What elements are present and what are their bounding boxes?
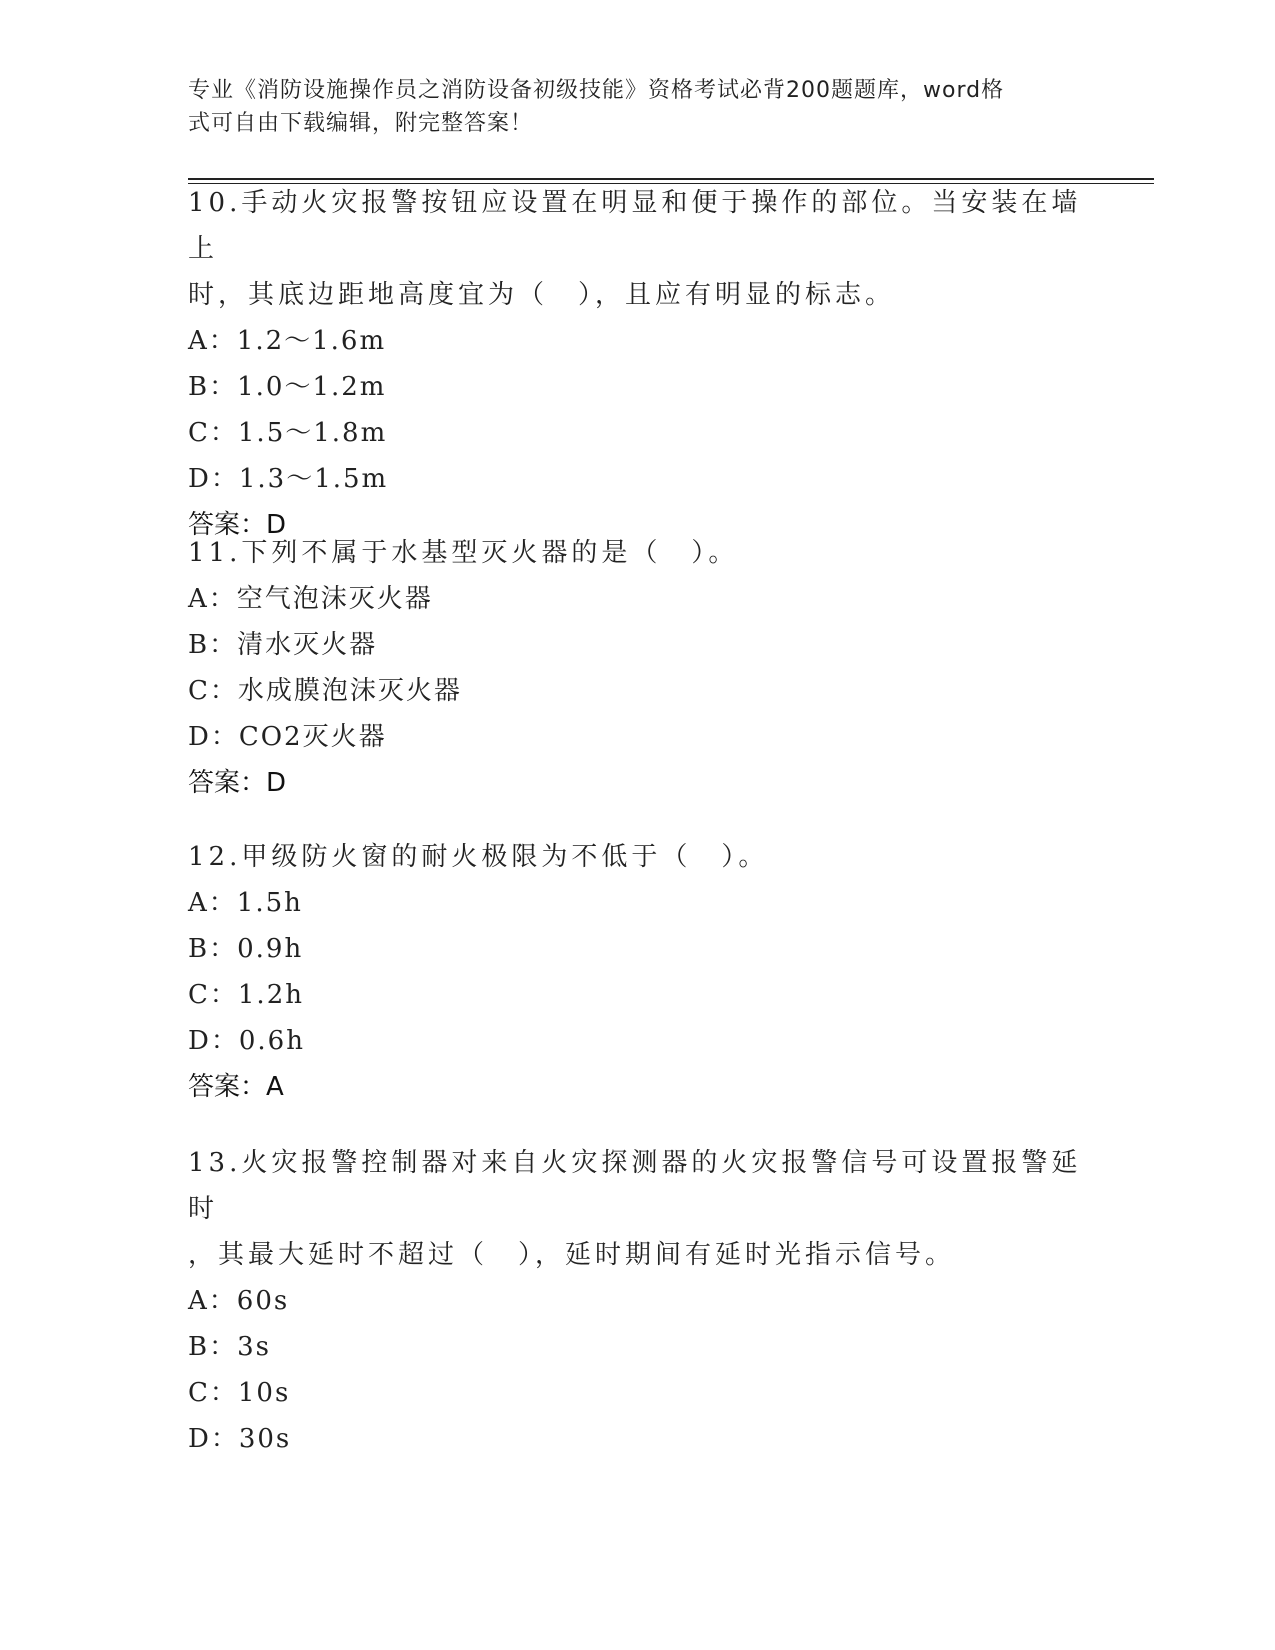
option-c: C：10s xyxy=(188,1378,291,1408)
question-12 xyxy=(188,834,1088,1110)
option-a: A：1.5h xyxy=(188,888,303,918)
option-d: D：30s xyxy=(188,1424,292,1454)
option-c: C：水成膜泡沫灭火器 xyxy=(188,676,462,706)
document-header xyxy=(188,74,1068,140)
option-a: A：60s xyxy=(188,1286,290,1316)
question-11 xyxy=(188,530,1088,806)
option-a: A：1.2～1.6m xyxy=(188,326,387,356)
option-b: B：1.0～1.2m xyxy=(188,372,387,402)
option-d: D：1.3～1.5m xyxy=(188,464,389,494)
option-c: C：1.2h xyxy=(188,980,304,1010)
option-d: D：0.6h xyxy=(188,1026,305,1056)
option-b: B：清水灭火器 xyxy=(188,630,378,660)
question-text-line-2: 时，其底边距地高度宜为（ ），且应有明显的标志。 xyxy=(188,280,896,310)
question-text-line-1: 11.下列不属于水基型灭火器的是（ ）。 xyxy=(188,538,739,568)
question-text-line-1: 13.火灾报警控制器对来自火灾探测器的火灾报警信号可设置报警延时 xyxy=(188,1148,1082,1224)
option-d: D：CO2灭火器 xyxy=(188,722,387,752)
question-text-line-1: 12.甲级防火窗的耐火极限为不低于（ ）。 xyxy=(188,842,769,872)
question-13 xyxy=(188,1140,1088,1462)
question-text-line-1: 10.手动火灾报警按钮应设置在明显和便于操作的部位。当安装在墙上 xyxy=(188,188,1082,264)
answer-label: 答案：D xyxy=(188,510,287,540)
header-line-2: 式可自由下载编辑，附完整答案！ xyxy=(188,111,534,136)
question-10 xyxy=(188,180,1088,548)
answer-label: 答案：A xyxy=(188,1072,284,1102)
question-text-line-2: ，其最大延时不超过（ ），延时期间有延时光指示信号。 xyxy=(188,1240,956,1270)
option-b: B：3s xyxy=(188,1332,271,1362)
header-line-1: 专业《消防设施操作员之消防设备初级技能》资格考试必背200题题库，word格 xyxy=(188,78,1005,103)
option-a: A：空气泡沫灭火器 xyxy=(188,584,433,614)
answer-label: 答案：D xyxy=(188,768,287,798)
option-c: C：1.5～1.8m xyxy=(188,418,388,448)
option-b: B：0.9h xyxy=(188,934,304,964)
